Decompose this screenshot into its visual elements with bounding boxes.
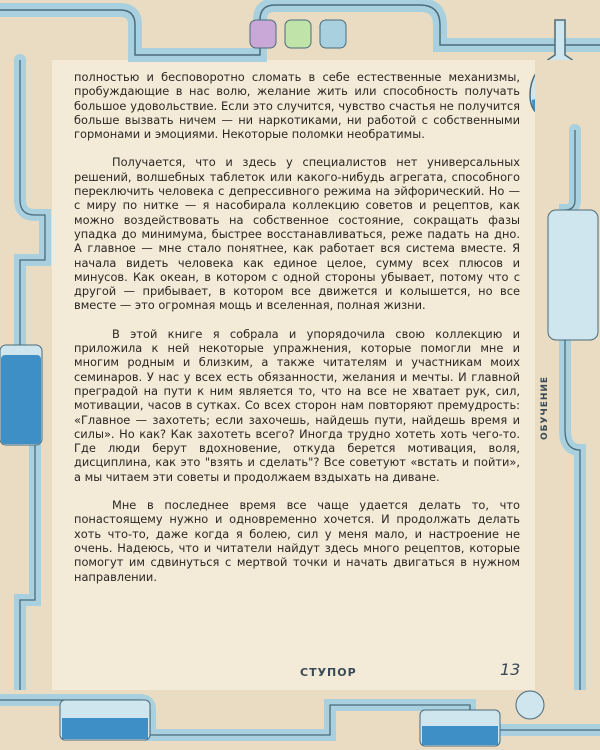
- page-number: 13: [500, 660, 521, 679]
- paragraph-4: Мне в последнее время все чаще удается делать то, что понастоящему нужно и одновременно хочется. И продолжать делать хоть что-то, даже когда я болею, сил у меня мало, и настроение не очень. Надеюсь, что и читатели найдут здесь много рецептов, которые помогут им сдвинуться с мертвой точки и начать двигаться в нужном направлении.: [74, 498, 520, 584]
- paragraph-3: В этой книге я собрала и упорядочила свою коллекцию и приложила к ней некоторые упражнения, которые помогли мне и многим родным и близким, а также читателям и участникам моих семинаров. У нас у всех есть обязанности, желания и мечты. И главной преградой на пути к ним является то, что на все не хватает рук, сил, мотивации, часов в сутках. Со всех сторон нам повторяют премудрость: «Главное — захотеть; если захочешь, найдешь пути, найдешь время и силы». Но как? Как захотеть всего? Иногда трудно хотеть хоть чего-то. Где люди берут вдохновение, откуда берется мотивация, воля, дисциплина, как это "взять и сделать"? Все советуют «встать и пойти», а мы читаем эти советы и продолжаем вздыхать на диване.: [74, 326, 520, 484]
- bottom-right-bulb: [516, 691, 544, 719]
- body-text: [74, 70, 520, 598]
- paragraph-1: полностью и бесповоротно сломать в себе естественные механизмы, пробуждающие в нас волю, желание жить или способность получать большое удовольствие. Если это случится, чувство счастья не получится больше вызвать ничем — ни наркотиками, ни работой с собственными гормонами и эмоциями. Некоторые поломки необратимы.: [74, 70, 520, 142]
- left-tank-liquid: [1, 355, 41, 444]
- paragraph-2: Получается, что и здесь у специалистов нет универсальных решений, волшебных таблеток или какого-нибудь агрегата, способного переключить человека с депрессивного режима на эйфорический. Но — с миру по нитке — я насобирала коллекцию советов и рецептов, как можно воздействовать на собственное состояние, сокращать фазы упадка до минимума, быстрее восстанавливаться, реже падать на дно. А главное — мне стало понятнее, как работает вся система вместе. Я начала видеть человека как единое целое, сумму всех плюсов и минусов. Как океан, в котором с одной стороны убывает, потому что с другой — прибывает, в котором все движется и колышется, но все вместе — это огромная мощь и вселенная, полная жизни.: [74, 155, 520, 313]
- stupor-label: СТУПОР: [300, 666, 357, 679]
- blue-vial: [320, 20, 346, 48]
- bottom-tank-left-liquid: [62, 718, 148, 739]
- obuchenie-label: ОБУЧЕНИЕ: [540, 375, 550, 440]
- green-vial: [285, 20, 311, 48]
- bottom-tank-right-liquid: [422, 726, 498, 745]
- right-tank: [548, 210, 598, 340]
- purple-vial: [250, 20, 276, 48]
